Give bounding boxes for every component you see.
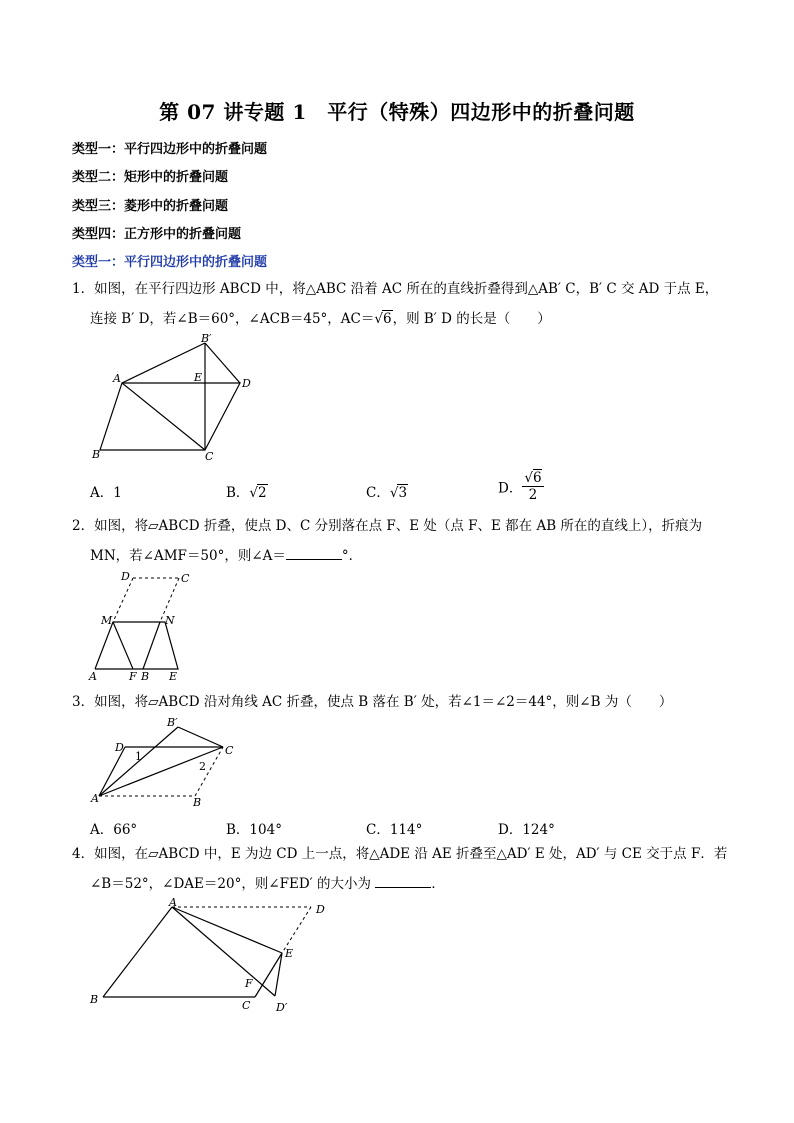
q1-option-d: D． $\frac{√6}{2}$	[498, 470, 542, 503]
label-e: E	[169, 670, 178, 683]
q1-option-c: C．√3	[366, 485, 408, 501]
label-e: E	[285, 947, 294, 960]
label-c: C	[205, 450, 214, 463]
label-b: B	[141, 670, 150, 683]
label-m: M	[101, 614, 113, 627]
sqrt-6: √6	[374, 311, 392, 327]
label-angle-2: 2	[199, 760, 206, 773]
label-d: D	[121, 570, 130, 583]
type-item-3: 类型三：菱形中的折叠问题	[72, 199, 229, 214]
section-heading-type1: 类型一：平行四边形中的折叠问题	[72, 255, 268, 270]
label-f: F	[129, 670, 137, 683]
q3-option-c: C．114°	[366, 822, 423, 838]
q3-option-d: D．124°	[498, 822, 555, 838]
label-a: A	[89, 670, 97, 683]
label-b: B	[92, 448, 101, 461]
label-c: C	[242, 999, 251, 1012]
q1-option-b: B．√2	[226, 485, 267, 501]
question-2-line1: 2．如图，将▱ABCD 折叠，使点 D、C 分别落在点 F、E 处（点 F、E 都在 AB 所在的直线上），折痕为	[72, 518, 703, 534]
type-item-4: 类型四：正方形中的折叠问题	[72, 227, 242, 242]
label-b-prime: B′	[201, 332, 212, 345]
label-d: D	[115, 741, 124, 754]
type-item-2: 类型二：矩形中的折叠问题	[72, 170, 229, 185]
figure-q2	[85, 565, 195, 685]
type-item-1: 类型一：平行四边形中的折叠问题	[72, 142, 268, 157]
label-c: C	[225, 744, 234, 757]
label-c: C	[181, 572, 190, 585]
q1-option-a: A．1	[90, 485, 122, 501]
question-4-line1: 4．如图，在▱ABCD 中，E 为边 CD 上一点，将△ADE 沿 AE 折叠至△AD′ E 处，AD′ 与 CE 交于点 F．若	[72, 846, 728, 862]
label-e: E	[194, 371, 203, 384]
label-a: A	[91, 792, 99, 805]
label-angle-1: 1	[135, 750, 142, 763]
question-3-line1: 3．如图，将▱ABCD 沿对角线 AC 折叠，使点 B 落在 B′ 处，若∠1＝∠2＝44°，则∠B 为（ ）	[72, 694, 673, 710]
label-n: N	[165, 614, 175, 627]
label-d: D	[316, 903, 325, 916]
label-d: D	[242, 377, 251, 390]
figure-q4	[85, 893, 335, 1018]
question-2-line2: MN，若∠AMF＝50°，则∠A＝ °．	[90, 548, 363, 564]
question-4-line2: ∠B＝52°，∠DAE＝20°，则∠FED′ 的大小为 ．	[90, 876, 445, 892]
q3-option-b: B．104°	[226, 822, 282, 838]
page-title: 第 07 讲专题 1 平行（特殊）四边形中的折叠问题	[159, 100, 635, 124]
label-b: B	[193, 796, 202, 809]
question-1-line1: 1．如图，在平行四边形 ABCD 中，将△ABC 沿着 AC 所在的直线折叠得到△AB′ C，B′ C 交 AD 于点 E，	[72, 281, 719, 297]
question-1-line2: 连接 B′ D，若∠B＝60°，∠ACB＝45°，AC＝√6，则 B′ D 的长是（ ）	[90, 311, 551, 327]
parallelogram-abcd	[100, 383, 240, 450]
figure-q1	[85, 330, 265, 465]
label-f: F	[245, 977, 253, 990]
answer-blank-q4[interactable]	[375, 875, 431, 888]
figure-q3	[85, 712, 245, 812]
label-a: A	[169, 896, 177, 909]
label-b: B	[90, 993, 99, 1006]
label-b-prime: B′	[167, 716, 178, 729]
q3-option-a: A．66°	[90, 822, 138, 838]
answer-blank-q2[interactable]	[286, 547, 342, 560]
label-a: A	[113, 372, 121, 385]
label-d-prime: D′	[276, 1001, 288, 1014]
